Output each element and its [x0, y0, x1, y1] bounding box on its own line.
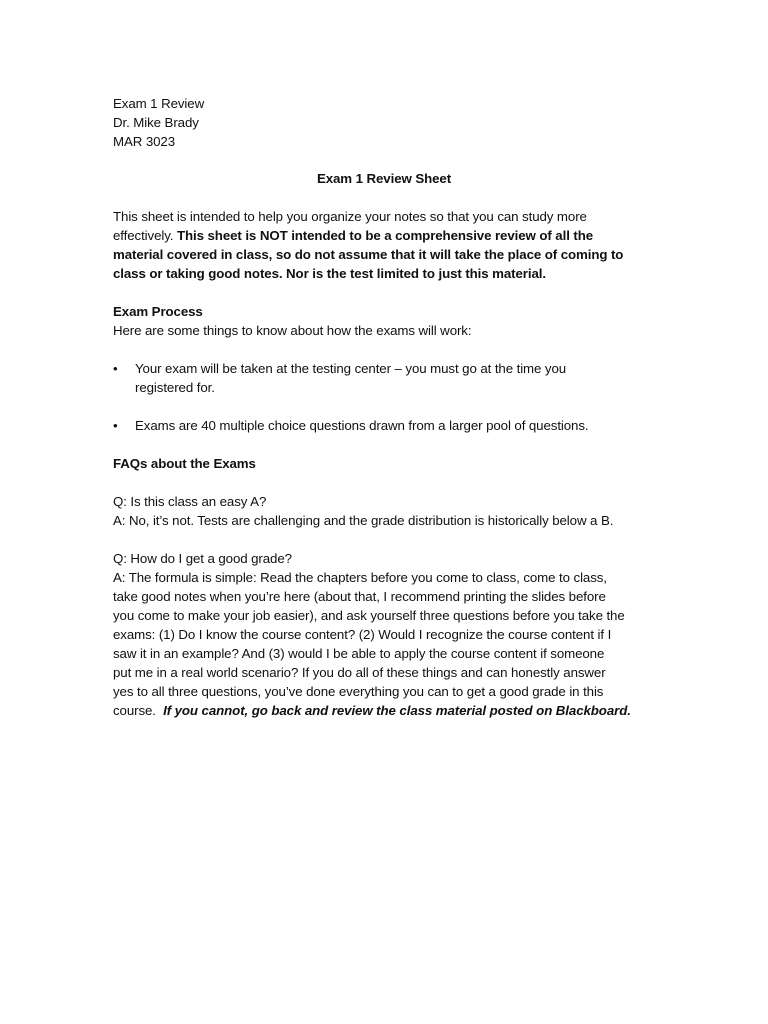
header-instructor: Dr. Mike Brady [113, 115, 199, 130]
intro-line-2-bold: This sheet is NOT intended to be a comprehensive review of all the [176, 228, 594, 243]
faq-answer-2-line-6: put me in a real world scenario? If you do all of these things and can honestly answer [113, 665, 606, 680]
intro-line-1: This sheet is intended to help you organize your notes so that you can study more [113, 209, 587, 224]
header-course-code: MAR 3023 [113, 134, 176, 149]
faq-answer-2-line-7: yes to all three questions, you’ve done everything you can to get a good grade in this [113, 684, 604, 699]
bullet-1-line-1: Your exam will be taken at the testing center – you must go at the time you [135, 361, 567, 376]
exam-process-heading: Exam Process [113, 304, 203, 319]
bullet-2-line-1: Exams are 40 multiple choice questions drawn from a larger pool of questions. [135, 418, 589, 433]
intro-paragraph [113, 207, 623, 283]
bullet-dot: • [113, 418, 118, 433]
header-exam-name: Exam 1 Review [113, 96, 205, 111]
faq-question-2: Q: How do I get a good grade? [113, 551, 292, 566]
intro-line-2-plain: effectively. [113, 228, 177, 243]
faq-answer-1: A: No, it’s not. Tests are challenging and the grade distribution is historically below a B. [113, 513, 614, 528]
intro-line-3: material covered in class, so do not assume that it will take the place of coming to [113, 247, 624, 262]
page-title: Exam 1 Review Sheet [316, 171, 452, 186]
document-header [113, 94, 204, 151]
intro-line-4: class or taking good notes. Nor is the test limited to just this material. [113, 266, 546, 281]
faq-question-1: Q: Is this class an easy A? [113, 494, 267, 509]
faq-answer-2-line-1: A: The formula is simple: Read the chapters before you come to class, come to class, [113, 570, 607, 585]
faqs-heading: FAQs about the Exams [113, 456, 256, 471]
faq-answer-2-line-4: exams: (1) Do I know the course content? (2) Would I recognize the course content if I [113, 627, 612, 642]
faq-answer-2-closing-emphasis: If you cannot, go back and review the class material posted on Blackboard. [163, 703, 631, 718]
faq-answer-2-line-8-plain: course. [113, 703, 164, 718]
bullet-text [135, 359, 566, 397]
faq-answer-2-line-8 [113, 701, 631, 720]
exam-process-section [113, 302, 471, 340]
faq-item-1 [113, 492, 613, 530]
bullet-text [135, 416, 589, 435]
faq-answer-2-line-3: you come to make your job easier), and ask yourself three questions before you take the [113, 608, 625, 623]
bullet-dot: • [113, 361, 118, 376]
faq-answer-2-line-5: saw it in an example? And (3) would I be able to apply the course content if someone [113, 646, 605, 661]
intro-line-2 [113, 226, 623, 245]
exam-process-lead: Here are some things to know about how the exams will work: [113, 323, 472, 338]
bullet-1-line-2: registered for. [135, 380, 215, 395]
faq-answer-2 [113, 568, 631, 720]
faq-item-2 [113, 549, 631, 720]
faq-answer-2-line-2: take good notes when you’re here (about that, I recommend printing the slides before [113, 589, 606, 604]
